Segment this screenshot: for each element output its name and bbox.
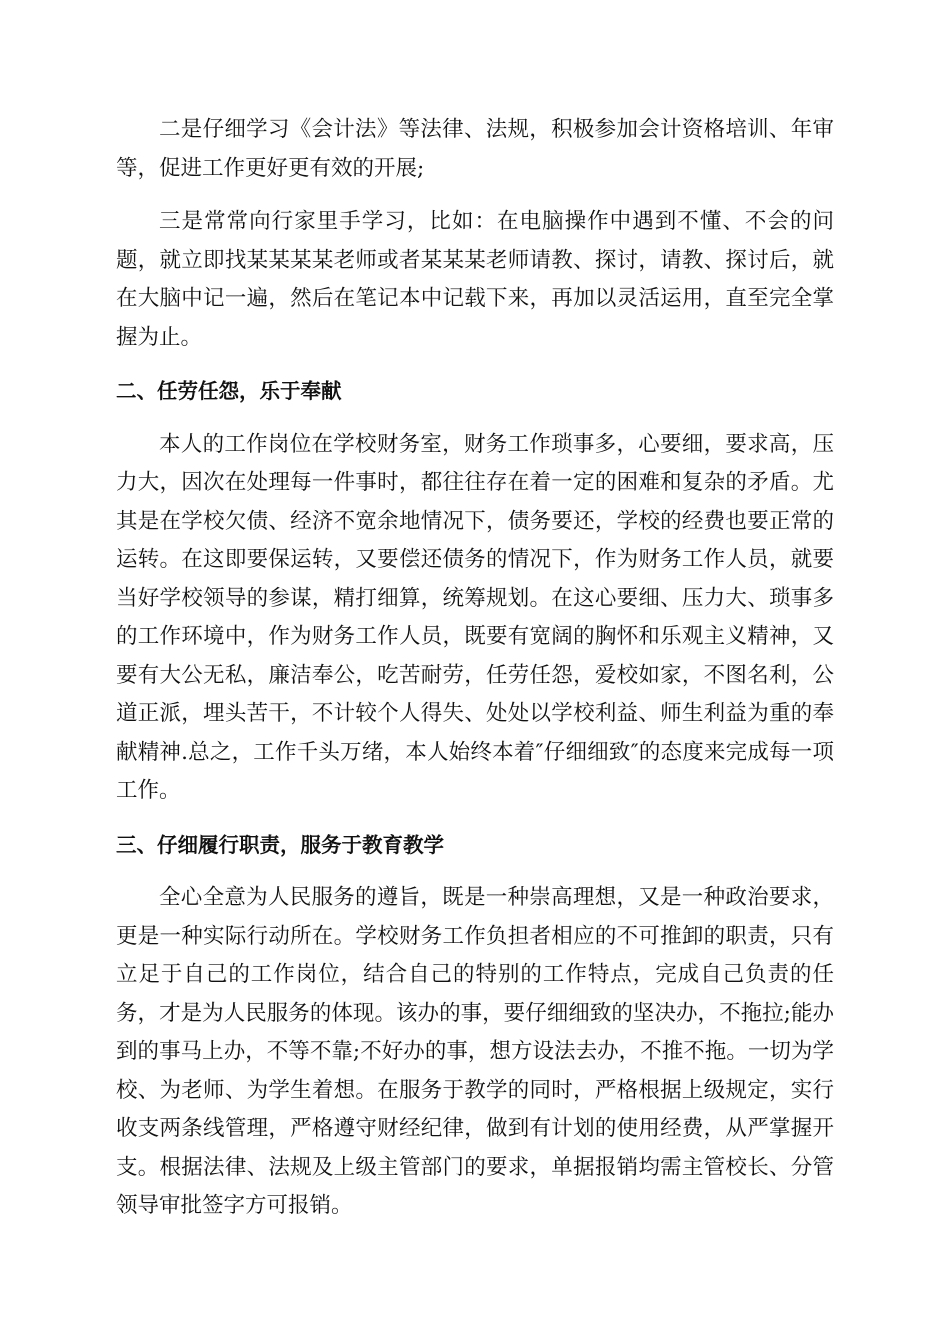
paragraph-point-two: 二是仔细学习《会计法》等法律、法规，积极参加会计资格培训、年审等，促进工作更好更有效的开展;: [116, 117, 834, 181]
paragraph-dedication: 本人的工作岗位在学校财务室，财务工作琐事多，心要细，要求高，压力大，因次在处理每一件事时，都往往存在着一定的困难和复杂的矛盾。尤其是在学校欠债、经济不宽余地情况下，债务要还，学校的经费也要正常的运转。在这即要保运转，又要偿还债务的情况下，作为财务工作人员，就要当好学校领导的参谋，精打细算，统筹规划。在这心要细、压力大、琐事多的工作环境中，作为财务工作人员，既要有宽阔的胸怀和乐观主义精神，又要有大公无私，廉洁奉公，吃苦耐劳，任劳任怨，爱校如家，不图名利，公道正派，埋头苦干，不计较个人得失、处处以学校利益、师生利益为重的奉献精神.总之，工作千头万绪，本人始终本着″仔细细致″的态度来完成每一项工作。: [116, 431, 834, 803]
section-heading-three: 三、仔细履行职责，服务于教育教学: [116, 832, 444, 857]
document-page: [116, 111, 834, 1241]
paragraph-service: 全心全意为人民服务的遵旨，既是一种崇高理想，又是一种政治要求，更是一种实际行动所在。学校财务工作负担者相应的不可推卸的职责，只有立足于自己的工作岗位，结合自己的特别的工作特点，完成自己负责的任务，才是为人民服务的体现。该办的事，要仔细细致的坚决办，不拖拉;能办到的事马上办，不等不靠;不好办的事，想方设法去办，不推不拖。一切为学校、为老师、为学生着想。在服务于教学的同时，严格根据上级规定，实行收支两条线管理，严格遵守财经纪律，做到有计划的使用经费，从严掌握开支。根据法律、法规及上级主管部门的要求，单据报销均需主管校长、分管领导审批签字方可报销。: [116, 885, 834, 1218]
paragraph-point-three: 三是常常向行家里手学习，比如：在电脑操作中遇到不懂、不会的问题，就立即找某某某某老师或者某某某老师请教、探讨，请教、探讨后，就在大脑中记一遍，然后在笔记本中记载下来，再加以灵活运用，直至完全掌握为止。: [116, 209, 834, 350]
section-heading-two: 二、任劳任怨，乐于奉献: [116, 379, 342, 403]
